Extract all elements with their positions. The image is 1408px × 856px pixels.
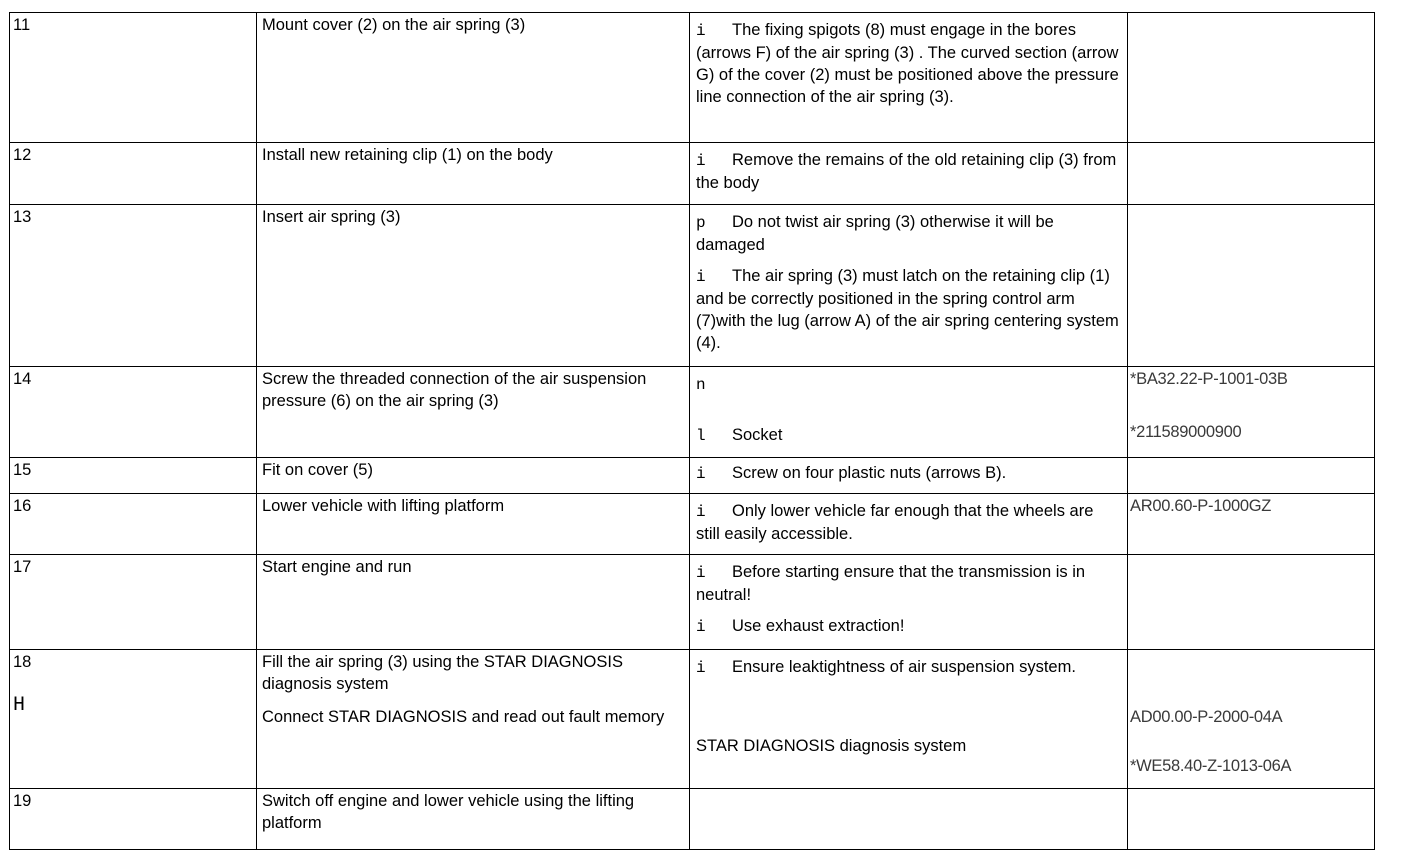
- step-number: 15: [10, 458, 257, 494]
- notes-cell: [690, 205, 1128, 367]
- note-text: Only lower vehicle far enough that the wheels are still easily accessible.: [696, 502, 1094, 543]
- note-text: The fixing spigots (8) must engage in the bores (arrows F) of the air spring (3) . The curved section (arrow G) of the cover (2) must be positioned above the pressure line connection of the air spring (3).: [696, 21, 1119, 106]
- notes-cell: [690, 143, 1128, 205]
- step-number: 12: [10, 143, 257, 205]
- note-text: STAR DIAGNOSIS diagnosis system: [696, 737, 967, 755]
- info-symbol: i: [696, 503, 706, 521]
- info-symbol: i: [696, 618, 706, 636]
- notes-cell: [690, 789, 1128, 850]
- reference-cell: [1128, 367, 1375, 458]
- table-row: [10, 650, 1375, 789]
- info-symbol: i: [696, 659, 706, 677]
- note-text: The air spring (3) must latch on the retaining clip (1) and be correctly positioned in the spring control arm (7)with the lug (arrow A) of the air spring centering system (4).: [696, 267, 1119, 352]
- notes-cell: [690, 367, 1128, 458]
- info-symbol: i: [696, 152, 706, 170]
- table-row: [10, 555, 1375, 650]
- notes-cell: [690, 650, 1128, 789]
- reference-cell: [1128, 650, 1375, 789]
- table-row: [10, 367, 1375, 458]
- operation-cell: [257, 650, 690, 789]
- table-row: [10, 494, 1375, 555]
- torque-symbol: n: [696, 376, 706, 394]
- step-number: 14: [10, 367, 257, 458]
- note-text: Remove the remains of the old retaining clip (3) from the body: [696, 151, 1117, 192]
- reference-cell: [1128, 458, 1375, 494]
- info-symbol: i: [696, 465, 706, 483]
- note-text: Do not twist air spring (3) otherwise it will be damaged: [696, 213, 1054, 254]
- notes-cell: [690, 494, 1128, 555]
- note-text: Use exhaust extraction!: [732, 617, 905, 635]
- note-text: Ensure leaktightness of air suspension system.: [732, 658, 1076, 676]
- diagnosis-symbol: H: [13, 694, 26, 717]
- note-text: Screw on four plastic nuts (arrows B).: [732, 464, 1007, 482]
- step-number: 19: [10, 789, 257, 850]
- operation-text: Mount cover (2) on the air spring (3): [257, 13, 690, 143]
- reference-cell: [1128, 143, 1375, 205]
- reference-link[interactable]: *211589000900: [1130, 423, 1242, 441]
- operation-text: Start engine and run: [257, 555, 690, 650]
- step-number: 18: [13, 653, 32, 671]
- operation-text: Screw the threaded connection of the air suspension pressure (6) on the air spring (3): [257, 367, 690, 458]
- notes-cell: [690, 458, 1128, 494]
- reference-link[interactable]: AR00.60-P-1000GZ: [1130, 497, 1272, 515]
- step-number: 13: [10, 205, 257, 367]
- note-text: Before starting ensure that the transmission is in neutral!: [696, 563, 1086, 604]
- operation-text: Insert air spring (3): [257, 205, 690, 367]
- step-number: 17: [10, 555, 257, 650]
- notes-cell: [690, 555, 1128, 650]
- reference-cell: [1128, 13, 1375, 143]
- warning-symbol: p: [696, 214, 706, 232]
- info-symbol: i: [696, 564, 706, 582]
- step-number: 16: [10, 494, 257, 555]
- step-number: 11: [10, 13, 257, 143]
- table-row: [10, 205, 1375, 367]
- operation-subtext: Connect STAR DIAGNOSIS and read out fault memory: [262, 708, 665, 726]
- reference-link[interactable]: *WE58.40-Z-1013-06A: [1130, 757, 1292, 775]
- info-symbol: i: [696, 268, 706, 286]
- notes-cell: [690, 13, 1128, 143]
- table-row: [10, 789, 1375, 850]
- reference-cell: [1128, 205, 1375, 367]
- operation-text: Lower vehicle with lifting platform: [257, 494, 690, 555]
- table-row: [10, 143, 1375, 205]
- note-text: Socket: [732, 426, 783, 444]
- info-symbol: i: [696, 22, 706, 40]
- reference-cell: [1128, 555, 1375, 650]
- reference-link[interactable]: AD00.00-P-2000-04A: [1130, 708, 1283, 726]
- work-steps-table: [9, 12, 1375, 850]
- reference-cell: [1128, 789, 1375, 850]
- step-number-cell: [10, 650, 257, 789]
- reference-cell: [1128, 494, 1375, 555]
- tool-symbol: l: [696, 427, 706, 445]
- operation-text: Fill the air spring (3) using the STAR DIAGNOSIS diagnosis system: [262, 653, 623, 693]
- operation-text: Switch off engine and lower vehicle using the lifting platform: [257, 789, 690, 850]
- table-row: [10, 458, 1375, 494]
- table-row: [10, 13, 1375, 143]
- reference-link[interactable]: *BA32.22-P-1001-03B: [1130, 370, 1288, 388]
- operation-text: Fit on cover (5): [257, 458, 690, 494]
- operation-text: Install new retaining clip (1) on the body: [257, 143, 690, 205]
